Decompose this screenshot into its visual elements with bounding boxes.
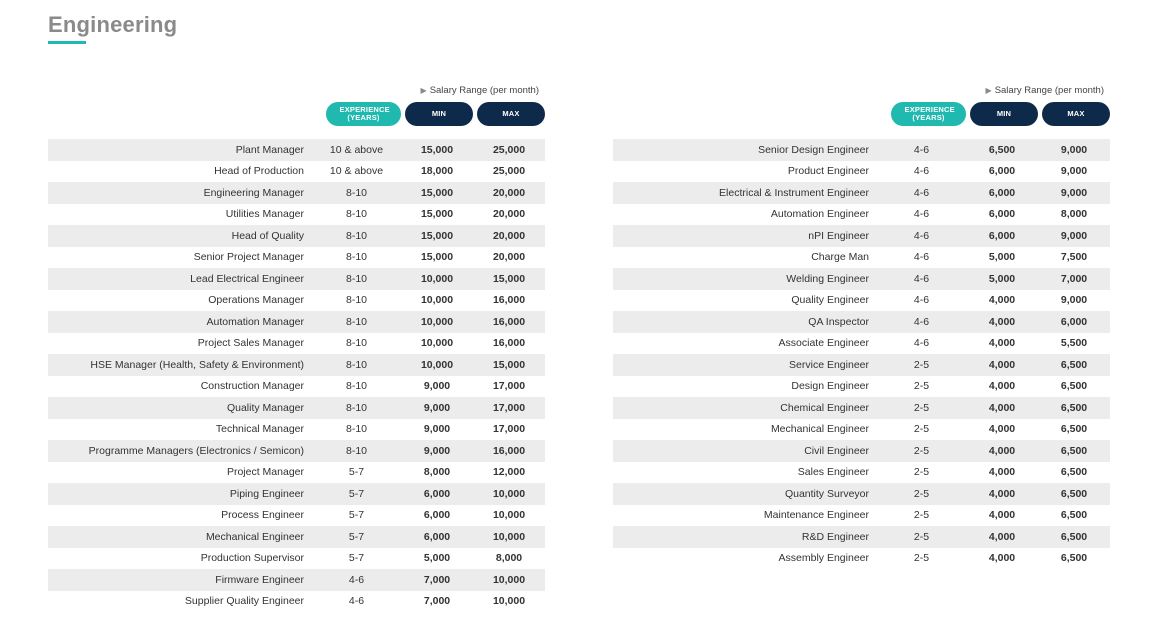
- max-salary-cell: 17,000: [492, 380, 526, 393]
- table-row: [48, 591, 545, 613]
- min-salary-cell: 6,000: [988, 165, 1016, 178]
- job-title-cell: HSE Manager (Health, Safety & Environment): [90, 358, 304, 371]
- experience-cell: 4-6: [913, 294, 930, 307]
- min-salary-cell: 9,000: [423, 401, 451, 414]
- triangle-right-icon: ▶: [420, 86, 427, 95]
- table-row: [613, 462, 1110, 484]
- max-salary-cell: 5,500: [1060, 337, 1088, 350]
- min-salary-cell: 6,000: [423, 487, 451, 500]
- table-row: [48, 139, 545, 161]
- job-title-cell: Mechanical Engineer: [770, 423, 869, 436]
- job-title-cell: Quantity Surveyor: [784, 487, 869, 500]
- job-title-cell: Project Manager: [226, 466, 304, 479]
- job-title-cell: Charge Man: [811, 251, 869, 264]
- max-salary-cell: 15,000: [492, 272, 526, 285]
- table-row: [613, 483, 1110, 505]
- min-salary-cell: 4,000: [988, 423, 1016, 436]
- table-row: [613, 505, 1110, 527]
- job-title-cell: Firmware Engineer: [215, 573, 304, 586]
- job-title-cell: Chemical Engineer: [780, 401, 869, 414]
- experience-cell: 4-6: [913, 165, 930, 178]
- experience-cell: 8-10: [345, 208, 367, 221]
- min-salary-cell: 18,000: [420, 165, 454, 178]
- experience-header: [891, 102, 966, 126]
- job-title-cell: Head of Production: [214, 165, 304, 178]
- max-salary-cell: 17,000: [492, 423, 526, 436]
- table-row: [48, 569, 545, 591]
- experience-cell: 4-6: [913, 315, 930, 328]
- experience-cell: 5-7: [348, 466, 365, 479]
- max-salary-cell: 6,500: [1060, 487, 1088, 500]
- table-row: [48, 397, 545, 419]
- max-salary-cell: 20,000: [492, 251, 526, 264]
- max-salary-cell: 15,000: [492, 358, 526, 371]
- experience-cell: 5-7: [348, 552, 365, 565]
- max-salary-cell: 16,000: [492, 337, 526, 350]
- max-salary-cell: 6,500: [1060, 444, 1088, 457]
- job-title-cell: Welding Engineer: [786, 272, 869, 285]
- job-title-cell: Assembly Engineer: [778, 552, 869, 565]
- job-title-cell: Maintenance Engineer: [763, 509, 869, 522]
- min-salary-cell: 7,000: [423, 573, 451, 586]
- table-row: [613, 139, 1110, 161]
- max-salary-cell: 6,500: [1060, 466, 1088, 479]
- job-title-cell: Associate Engineer: [778, 337, 869, 350]
- job-title-cell: Civil Engineer: [804, 444, 869, 457]
- salary-range-label: [986, 85, 1104, 96]
- max-salary-cell: 25,000: [492, 165, 526, 178]
- table-row: [48, 526, 545, 548]
- job-title-cell: Supplier Quality Engineer: [184, 595, 304, 608]
- job-title-cell: R&D Engineer: [801, 530, 869, 543]
- experience-cell: 10 & above: [329, 143, 384, 156]
- experience-cell: 2-5: [913, 509, 930, 522]
- experience-cell: 2-5: [913, 358, 930, 371]
- job-title-cell: Technical Manager: [215, 423, 304, 436]
- experience-cell: 4-6: [913, 186, 930, 199]
- min-salary-cell: 6,500: [988, 143, 1016, 156]
- table-row: [613, 526, 1110, 548]
- table-row: [48, 225, 545, 247]
- table-row: [48, 354, 545, 376]
- min-salary-cell: 15,000: [420, 251, 454, 264]
- experience-cell: 8-10: [345, 272, 367, 285]
- min-salary-cell: 4,000: [988, 444, 1016, 457]
- max-salary-cell: 10,000: [492, 509, 526, 522]
- min-salary-cell: 10,000: [420, 272, 454, 285]
- table-row: [48, 311, 545, 333]
- max-salary-cell: 6,500: [1060, 380, 1088, 393]
- max-salary-cell: 8,000: [1060, 208, 1088, 221]
- experience-cell: 8-10: [345, 337, 367, 350]
- experience-cell: 4-6: [348, 573, 365, 586]
- job-title-cell: Senior Design Engineer: [758, 143, 869, 156]
- table-row: [613, 225, 1110, 247]
- min-salary-cell: 10,000: [420, 315, 454, 328]
- max-salary-cell: 20,000: [492, 229, 526, 242]
- min-salary-cell: 5,000: [988, 272, 1016, 285]
- table-row: [613, 182, 1110, 204]
- experience-cell: 8-10: [345, 315, 367, 328]
- min-header: MIN: [405, 102, 473, 126]
- max-salary-cell: 9,000: [1060, 229, 1088, 242]
- min-salary-cell: 15,000: [420, 229, 454, 242]
- experience-cell: 2-5: [913, 401, 930, 414]
- max-salary-cell: 7,500: [1060, 251, 1088, 264]
- max-salary-cell: 9,000: [1060, 143, 1088, 156]
- job-title-cell: Product Engineer: [787, 165, 869, 178]
- min-salary-cell: 9,000: [423, 423, 451, 436]
- job-title-cell: Design Engineer: [791, 380, 869, 393]
- triangle-right-icon: ▶: [985, 86, 992, 95]
- table-row: [613, 376, 1110, 398]
- table-row: [48, 290, 545, 312]
- job-title-cell: Automation Manager: [206, 315, 304, 328]
- min-salary-cell: 4,000: [988, 552, 1016, 565]
- table-row: [613, 548, 1110, 570]
- max-salary-cell: 16,000: [492, 294, 526, 307]
- max-salary-cell: 6,500: [1060, 358, 1088, 371]
- job-title-cell: Utilities Manager: [225, 208, 304, 221]
- max-salary-cell: 10,000: [492, 487, 526, 500]
- job-title-cell: nPI Engineer: [808, 229, 869, 242]
- experience-cell: 2-5: [913, 380, 930, 393]
- max-salary-cell: 20,000: [492, 208, 526, 221]
- max-salary-cell: 6,000: [1060, 315, 1088, 328]
- max-salary-cell: 12,000: [492, 466, 526, 479]
- min-salary-cell: 4,000: [988, 509, 1016, 522]
- salary-range-label: [421, 85, 539, 96]
- table-row: [613, 161, 1110, 183]
- max-header: MAX: [477, 102, 545, 126]
- experience-cell: 8-10: [345, 423, 367, 436]
- min-salary-cell: 4,000: [988, 380, 1016, 393]
- job-title-cell: Engineering Manager: [203, 186, 304, 199]
- experience-cell: 8-10: [345, 380, 367, 393]
- experience-cell: 5-7: [348, 509, 365, 522]
- min-salary-cell: 9,000: [423, 380, 451, 393]
- min-salary-cell: 4,000: [988, 315, 1016, 328]
- min-salary-cell: 15,000: [420, 143, 454, 156]
- experience-header: [326, 102, 401, 126]
- table-row: [48, 483, 545, 505]
- max-salary-cell: 10,000: [492, 595, 526, 608]
- table-row: [613, 440, 1110, 462]
- job-title-cell: Mechanical Engineer: [205, 530, 304, 543]
- table-row: [48, 161, 545, 183]
- min-salary-cell: 15,000: [420, 208, 454, 221]
- min-salary-cell: 8,000: [423, 466, 451, 479]
- table-row: [613, 333, 1110, 355]
- experience-cell: 8-10: [345, 294, 367, 307]
- experience-cell: 5-7: [348, 530, 365, 543]
- max-salary-cell: 16,000: [492, 315, 526, 328]
- experience-cell: 8-10: [345, 444, 367, 457]
- experience-cell: 5-7: [348, 487, 365, 500]
- table-row: [613, 311, 1110, 333]
- min-salary-cell: 4,000: [988, 358, 1016, 371]
- min-salary-cell: 4,000: [988, 337, 1016, 350]
- table-row: [48, 204, 545, 226]
- table-row: [48, 462, 545, 484]
- min-salary-cell: 4,000: [988, 530, 1016, 543]
- job-title-cell: Lead Electrical Engineer: [190, 272, 304, 285]
- table-row: [48, 333, 545, 355]
- max-salary-cell: 17,000: [492, 401, 526, 414]
- job-title-cell: Production Supervisor: [200, 552, 304, 565]
- max-salary-cell: 20,000: [492, 186, 526, 199]
- experience-cell: 8-10: [345, 186, 367, 199]
- experience-cell: 8-10: [345, 358, 367, 371]
- max-salary-cell: 9,000: [1060, 165, 1088, 178]
- job-title-cell: Construction Manager: [200, 380, 304, 393]
- job-title-cell: Piping Engineer: [229, 487, 304, 500]
- max-salary-cell: 10,000: [492, 573, 526, 586]
- salary-range-text: Salary Range (per month): [994, 85, 1104, 96]
- max-salary-cell: 16,000: [492, 444, 526, 457]
- table-row: [613, 290, 1110, 312]
- job-title-cell: Head of Quality: [231, 229, 304, 242]
- job-title-cell: Programme Managers (Electronics / Semicon): [88, 444, 304, 457]
- job-title-cell: Project Sales Manager: [197, 337, 304, 350]
- table-rows: [613, 139, 1110, 569]
- min-salary-cell: 6,000: [423, 509, 451, 522]
- job-title-cell: QA Inspector: [808, 315, 869, 328]
- min-salary-cell: 6,000: [423, 530, 451, 543]
- max-salary-cell: 7,000: [1060, 272, 1088, 285]
- experience-cell: 4-6: [913, 337, 930, 350]
- min-salary-cell: 4,000: [988, 466, 1016, 479]
- min-salary-cell: 7,000: [423, 595, 451, 608]
- table-row: [613, 204, 1110, 226]
- min-salary-cell: 5,000: [423, 552, 451, 565]
- salary-range-text: Salary Range (per month): [429, 85, 539, 96]
- table-row: [613, 247, 1110, 269]
- max-salary-cell: 9,000: [1060, 294, 1088, 307]
- experience-cell: 4-6: [913, 208, 930, 221]
- job-title-cell: Quality Engineer: [791, 294, 869, 307]
- table-row: [613, 268, 1110, 290]
- min-salary-cell: 6,000: [988, 186, 1016, 199]
- min-header: MIN: [970, 102, 1038, 126]
- table-row: [48, 268, 545, 290]
- table-row: [613, 397, 1110, 419]
- table-row: [613, 419, 1110, 441]
- job-title-cell: Sales Engineer: [797, 466, 869, 479]
- experience-cell: 4-6: [913, 251, 930, 264]
- max-salary-cell: 6,500: [1060, 401, 1088, 414]
- table-row: [48, 505, 545, 527]
- table-row: [48, 376, 545, 398]
- min-salary-cell: 15,000: [420, 186, 454, 199]
- table-row: [48, 548, 545, 570]
- experience-cell: 2-5: [913, 487, 930, 500]
- job-title-cell: Plant Manager: [235, 143, 304, 156]
- job-title-cell: Electrical & Instrument Engineer: [719, 186, 869, 199]
- max-salary-cell: 10,000: [492, 530, 526, 543]
- min-salary-cell: 10,000: [420, 337, 454, 350]
- experience-cell: 4-6: [348, 595, 365, 608]
- experience-header-label: EXPERIENCE (YEARS): [904, 105, 955, 122]
- job-title-cell: Quality Manager: [226, 401, 304, 414]
- max-salary-cell: 6,500: [1060, 423, 1088, 436]
- min-salary-cell: 4,000: [988, 294, 1016, 307]
- table-row: [48, 182, 545, 204]
- min-salary-cell: 5,000: [988, 251, 1016, 264]
- max-header: MAX: [1042, 102, 1110, 126]
- table-rows: [48, 139, 545, 612]
- table-row: [48, 247, 545, 269]
- experience-cell: 4-6: [913, 143, 930, 156]
- job-title-cell: Automation Engineer: [770, 208, 869, 221]
- job-title-cell: Process Engineer: [221, 509, 304, 522]
- min-salary-cell: 4,000: [988, 401, 1016, 414]
- experience-cell: 8-10: [345, 401, 367, 414]
- max-salary-cell: 6,500: [1060, 552, 1088, 565]
- experience-cell: 4-6: [913, 229, 930, 242]
- min-salary-cell: 4,000: [988, 487, 1016, 500]
- job-title-cell: Operations Manager: [208, 294, 304, 307]
- experience-cell: 2-5: [913, 444, 930, 457]
- min-salary-cell: 10,000: [420, 294, 454, 307]
- max-salary-cell: 6,500: [1060, 530, 1088, 543]
- experience-cell: 8-10: [345, 229, 367, 242]
- job-title-cell: Service Engineer: [789, 358, 869, 371]
- title-underline: [48, 41, 86, 44]
- max-salary-cell: 9,000: [1060, 186, 1088, 199]
- max-salary-cell: 6,500: [1060, 509, 1088, 522]
- max-salary-cell: 25,000: [492, 143, 526, 156]
- experience-cell: 4-6: [913, 272, 930, 285]
- min-salary-cell: 6,000: [988, 229, 1016, 242]
- experience-cell: 2-5: [913, 530, 930, 543]
- experience-cell: 2-5: [913, 423, 930, 436]
- experience-cell: 8-10: [345, 251, 367, 264]
- min-salary-cell: 10,000: [420, 358, 454, 371]
- experience-header-label: EXPERIENCE (YEARS): [339, 105, 390, 122]
- min-salary-cell: 6,000: [988, 208, 1016, 221]
- page-title: Engineering: [48, 12, 178, 37]
- table-row: [613, 354, 1110, 376]
- job-title-cell: Senior Project Manager: [193, 251, 304, 264]
- max-salary-cell: 8,000: [495, 552, 523, 565]
- experience-cell: 10 & above: [329, 165, 384, 178]
- table-row: [48, 440, 545, 462]
- experience-cell: 2-5: [913, 466, 930, 479]
- min-salary-cell: 9,000: [423, 444, 451, 457]
- table-row: [48, 419, 545, 441]
- experience-cell: 2-5: [913, 552, 930, 565]
